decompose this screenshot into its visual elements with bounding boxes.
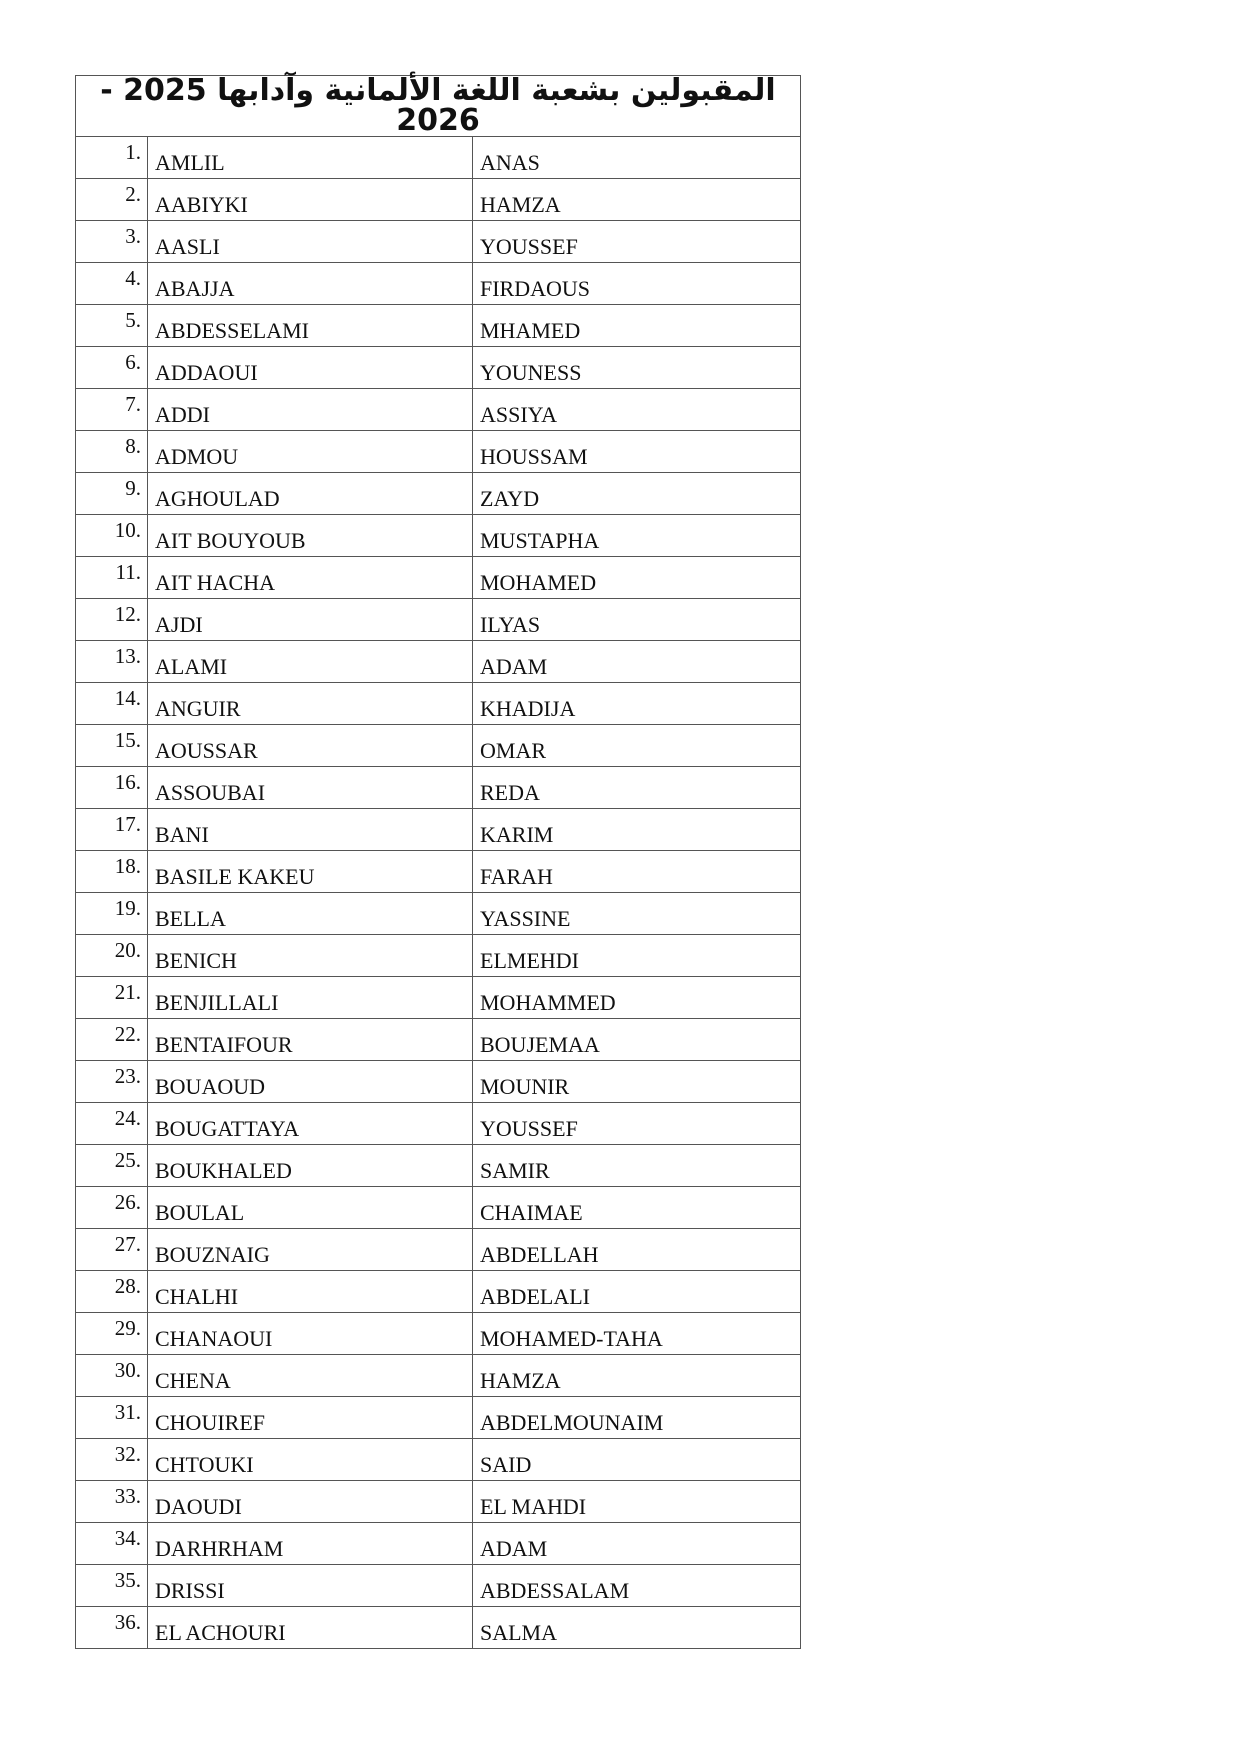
first-name-cell: BOUJEMAA <box>473 1019 801 1061</box>
table-row <box>76 1607 801 1649</box>
last-name-cell: CHOUIREF <box>148 1397 473 1439</box>
table-row <box>76 725 801 767</box>
table-body <box>76 73 801 1649</box>
table-row <box>76 221 801 263</box>
first-name-cell: SALMA <box>473 1607 801 1649</box>
row-number: 9. <box>76 473 148 515</box>
row-number: 3. <box>76 221 148 263</box>
first-name-cell: SAID <box>473 1439 801 1481</box>
first-name-cell: ANAS <box>473 137 801 179</box>
last-name-cell: AOUSSAR <box>148 725 473 767</box>
row-number: 25. <box>76 1145 148 1187</box>
table-row <box>76 347 801 389</box>
row-number: 17. <box>76 809 148 851</box>
last-name-cell: AJDI <box>148 599 473 641</box>
table-row <box>76 809 801 851</box>
row-number: 18. <box>76 851 148 893</box>
first-name-cell: ELMEHDI <box>473 935 801 977</box>
first-name-cell: ABDESSALAM <box>473 1565 801 1607</box>
row-number: 19. <box>76 893 148 935</box>
row-number: 13. <box>76 641 148 683</box>
first-name-cell: YOUSSEF <box>473 221 801 263</box>
first-name-cell: FIRDAOUS <box>473 263 801 305</box>
row-number: 6. <box>76 347 148 389</box>
last-name-cell: ADDAOUI <box>148 347 473 389</box>
table-row <box>76 1187 801 1229</box>
table-row <box>76 557 801 599</box>
row-number: 34. <box>76 1523 148 1565</box>
row-number: 24. <box>76 1103 148 1145</box>
last-name-cell: CHALHI <box>148 1271 473 1313</box>
first-name-cell: MOUNIR <box>473 1061 801 1103</box>
table-row <box>76 1061 801 1103</box>
first-name-cell: HAMZA <box>473 1355 801 1397</box>
first-name-cell: ASSIYA <box>473 389 801 431</box>
table-row <box>76 137 801 179</box>
last-name-cell: CHANAOUI <box>148 1313 473 1355</box>
last-name-cell: AASLI <box>148 221 473 263</box>
first-name-cell: EL MAHDI <box>473 1481 801 1523</box>
table-row <box>76 767 801 809</box>
last-name-cell: BOUKHALED <box>148 1145 473 1187</box>
first-name-cell: REDA <box>473 767 801 809</box>
last-name-cell: ADDI <box>148 389 473 431</box>
last-name-cell: ALAMI <box>148 641 473 683</box>
first-name-cell: ABDELLAH <box>473 1229 801 1271</box>
first-name-cell: KHADIJA <box>473 683 801 725</box>
table-row <box>76 599 801 641</box>
row-number: 26. <box>76 1187 148 1229</box>
first-name-cell: MUSTAPHA <box>473 515 801 557</box>
first-name-cell: HAMZA <box>473 179 801 221</box>
table-row <box>76 1481 801 1523</box>
table-row <box>76 263 801 305</box>
table-row <box>76 683 801 725</box>
table-row <box>76 305 801 347</box>
admitted-students-table <box>75 75 801 1649</box>
table-row <box>76 1019 801 1061</box>
table-row <box>76 1523 801 1565</box>
row-number: 20. <box>76 935 148 977</box>
first-name-cell: CHAIMAE <box>473 1187 801 1229</box>
row-number: 14. <box>76 683 148 725</box>
first-name-cell: ILYAS <box>473 599 801 641</box>
last-name-cell: BOULAL <box>148 1187 473 1229</box>
last-name-cell: AABIYKI <box>148 179 473 221</box>
row-number: 36. <box>76 1607 148 1649</box>
last-name-cell: BANI <box>148 809 473 851</box>
last-name-cell: ABAJJA <box>148 263 473 305</box>
row-number: 29. <box>76 1313 148 1355</box>
first-name-cell: HOUSSAM <box>473 431 801 473</box>
first-name-cell: ABDELMOUNAIM <box>473 1397 801 1439</box>
table-row <box>76 1313 801 1355</box>
row-number: 16. <box>76 767 148 809</box>
last-name-cell: BOUGATTAYA <box>148 1103 473 1145</box>
table-row <box>76 431 801 473</box>
first-name-cell: YASSINE <box>473 893 801 935</box>
row-number: 35. <box>76 1565 148 1607</box>
first-name-cell: ADAM <box>473 1523 801 1565</box>
row-number: 2. <box>76 179 148 221</box>
first-name-cell: ABDELALI <box>473 1271 801 1313</box>
table-row <box>76 851 801 893</box>
table-row <box>76 893 801 935</box>
table-row <box>76 641 801 683</box>
table-row <box>76 515 801 557</box>
row-number: 1. <box>76 137 148 179</box>
table-row <box>76 473 801 515</box>
last-name-cell: AIT BOUYOUB <box>148 515 473 557</box>
last-name-cell: ASSOUBAI <box>148 767 473 809</box>
last-name-cell: BENICH <box>148 935 473 977</box>
row-number: 30. <box>76 1355 148 1397</box>
last-name-cell: EL ACHOURI <box>148 1607 473 1649</box>
table-title: المقبولين بشعبة اللغة الألمانية وآدابها 2025 - 2026 <box>76 76 801 137</box>
table-row <box>76 1271 801 1313</box>
row-number: 7. <box>76 389 148 431</box>
table-row <box>76 1103 801 1145</box>
first-name-cell: ADAM <box>473 641 801 683</box>
row-number: 21. <box>76 977 148 1019</box>
first-name-cell: MOHAMED-TAHA <box>473 1313 801 1355</box>
table-row <box>76 389 801 431</box>
first-name-cell: ZAYD <box>473 473 801 515</box>
table-row <box>76 977 801 1019</box>
table-row <box>76 935 801 977</box>
last-name-cell: ABDESSELAMI <box>148 305 473 347</box>
first-name-cell: KARIM <box>473 809 801 851</box>
row-number: 10. <box>76 515 148 557</box>
first-name-cell: MOHAMMED <box>473 977 801 1019</box>
row-number: 33. <box>76 1481 148 1523</box>
table-row <box>76 1439 801 1481</box>
row-number: 12. <box>76 599 148 641</box>
first-name-cell: YOUSSEF <box>473 1103 801 1145</box>
last-name-cell: ANGUIR <box>148 683 473 725</box>
table-title-row <box>76 76 801 137</box>
first-name-cell: MHAMED <box>473 305 801 347</box>
last-name-cell: CHENA <box>148 1355 473 1397</box>
table-row <box>76 1355 801 1397</box>
last-name-cell: BENJILLALI <box>148 977 473 1019</box>
row-number: 11. <box>76 557 148 599</box>
last-name-cell: BOUZNAIG <box>148 1229 473 1271</box>
last-name-cell: ADMOU <box>148 431 473 473</box>
row-number: 5. <box>76 305 148 347</box>
last-name-cell: AGHOULAD <box>148 473 473 515</box>
first-name-cell: OMAR <box>473 725 801 767</box>
row-number: 22. <box>76 1019 148 1061</box>
last-name-cell: BOUAOUD <box>148 1061 473 1103</box>
first-name-cell: SAMIR <box>473 1145 801 1187</box>
first-name-cell: YOUNESS <box>473 347 801 389</box>
last-name-cell: AMLIL <box>148 137 473 179</box>
row-number: 4. <box>76 263 148 305</box>
row-number: 28. <box>76 1271 148 1313</box>
table-row <box>76 1565 801 1607</box>
last-name-cell: DAOUDI <box>148 1481 473 1523</box>
last-name-cell: BENTAIFOUR <box>148 1019 473 1061</box>
row-number: 31. <box>76 1397 148 1439</box>
row-number: 32. <box>76 1439 148 1481</box>
table-row <box>76 179 801 221</box>
last-name-cell: DARHRHAM <box>148 1523 473 1565</box>
row-number: 27. <box>76 1229 148 1271</box>
last-name-cell: CHTOUKI <box>148 1439 473 1481</box>
table-row <box>76 1229 801 1271</box>
row-number: 15. <box>76 725 148 767</box>
last-name-cell: BASILE KAKEU <box>148 851 473 893</box>
row-number: 8. <box>76 431 148 473</box>
table-row <box>76 1397 801 1439</box>
row-number: 23. <box>76 1061 148 1103</box>
last-name-cell: AIT HACHA <box>148 557 473 599</box>
last-name-cell: BELLA <box>148 893 473 935</box>
first-name-cell: MOHAMED <box>473 557 801 599</box>
table-row <box>76 1145 801 1187</box>
first-name-cell: FARAH <box>473 851 801 893</box>
last-name-cell: DRISSI <box>148 1565 473 1607</box>
